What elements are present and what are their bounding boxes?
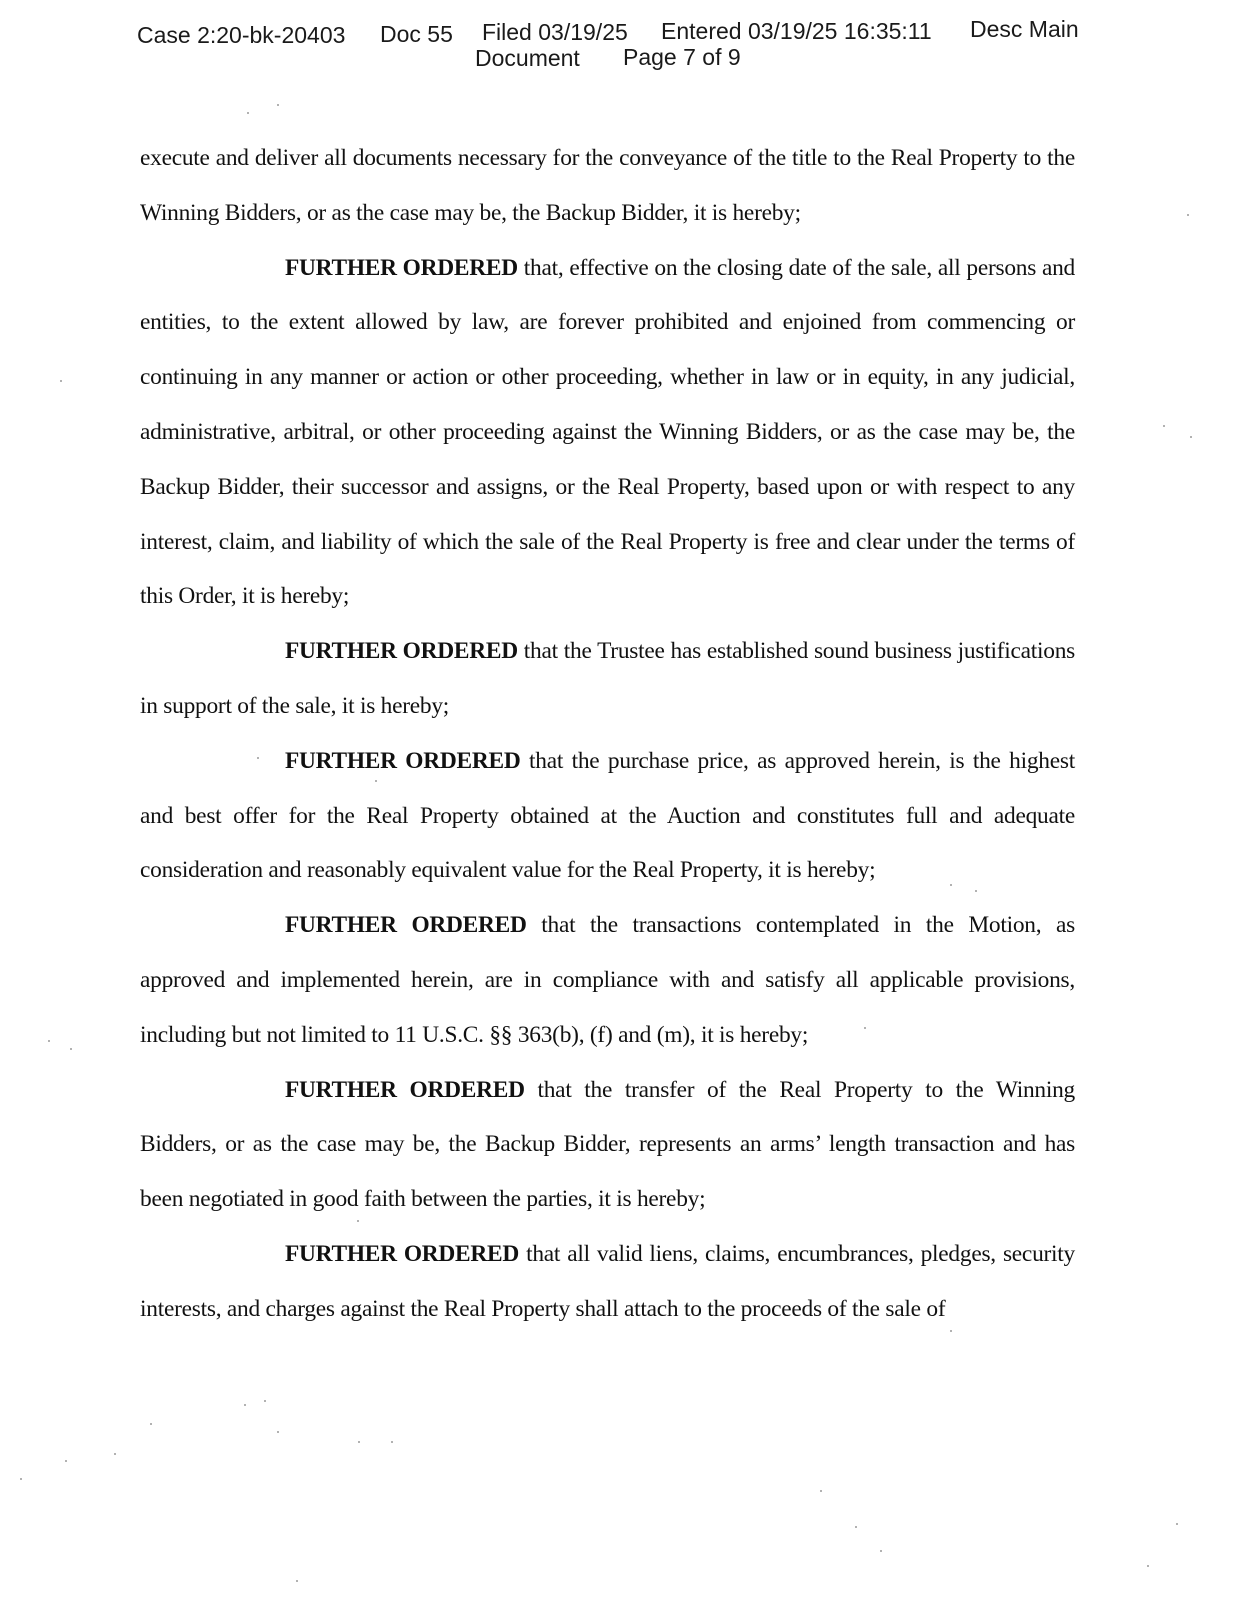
entered-date: Entered 03/19/25 16:35:11 — [661, 18, 932, 44]
scan-speck — [296, 1580, 298, 1582]
scan-speck — [114, 1453, 116, 1455]
paragraph-text: that the Trustee has established sound business justifications in support of the sale, it is hereby; — [140, 638, 1075, 719]
scan-speck — [1190, 436, 1192, 438]
paragraph-lead: FURTHER ORDERED — [285, 747, 521, 774]
document-body — [140, 131, 1075, 1337]
scan-speck — [1176, 1523, 1178, 1525]
scan-speck — [70, 1048, 72, 1050]
scan-speck — [358, 1441, 360, 1443]
paragraph-lead: FURTHER ORDERED — [285, 254, 518, 281]
scan-speck — [864, 1027, 866, 1029]
scan-speck — [950, 1330, 952, 1332]
filed-date: Filed 03/19/25 — [482, 19, 628, 45]
scan-speck — [244, 1404, 246, 1406]
paragraph-text: that, effective on the closing date of the sale, all persons and entities, to the extent allowed by law, are forever prohibited and enjoined from commencing or continuing in any manner or action or other proceeding, whether in law or in equity, in any judicial, administrative, arbitral, or other proceeding against the Winning Bidders, or as the case may be, the Backup Bidder, their successor and assigns, or the Real Property, based upon or with respect to any interest, claim, and liability of which the sale of the Real Property is free and clear under the terms of this Order, it is hereby; — [140, 254, 1075, 610]
paragraph-7 — [140, 1227, 1075, 1337]
paragraph-text: that the transfer of the Real Property to the Winning Bidders, or as the case may be, the Backup Bidder, represents an arms’ length transaction and has been negotiated in good faith between the parties, it is hereby; — [140, 1076, 1075, 1213]
scan-speck — [60, 380, 62, 382]
paragraph-1 — [140, 131, 1075, 241]
scan-speck — [950, 884, 952, 886]
paragraph-text: that all valid liens, claims, encumbrances, pledges, security interests, and charges against the Real Property shall attach to the proceeds of the sale of — [140, 1240, 1075, 1322]
paragraph-lead: FURTHER ORDERED — [285, 638, 518, 665]
page-indicator: Page 7 of 9 — [623, 44, 741, 70]
paragraph-text: execute and deliver all documents necessary for the conveyance of the title to the Real Property to the Winning Bidders, or as the case may be, the Backup Bidder, it is hereby; — [140, 145, 1075, 226]
scan-speck — [277, 104, 279, 106]
paragraph-text: that the transactions contemplated in the Motion, as approved and implemented herein, are in compliance with and satisfy all applicable provisions, including but not limited to 11 U.S.C. §§ 363(b), (f) and (m), it is hereby; — [140, 912, 1075, 1048]
scan-speck — [880, 1550, 882, 1552]
scan-speck — [257, 757, 259, 759]
paragraph-5 — [140, 898, 1075, 1062]
scan-speck — [975, 890, 977, 892]
paragraph-lead: FURTHER ORDERED — [285, 912, 527, 939]
scan-speck — [1163, 425, 1165, 427]
paragraph-6 — [140, 1063, 1075, 1227]
doc-label: Document — [475, 45, 580, 71]
paragraph-lead: FURTHER ORDERED — [285, 1240, 520, 1267]
doc-number: Doc 55 — [380, 21, 453, 47]
paragraph-3 — [140, 624, 1075, 734]
paragraph-text: that the purchase price, as approved herein, is the highest and best offer for the Real Property obtained at the Auction and constitutes full and adequate consideration and reasonably equivalent value for the Real Property, it is hereby; — [140, 747, 1075, 884]
scan-speck — [65, 1460, 67, 1462]
doc-description: Desc Main — [970, 16, 1079, 42]
paragraph-4 — [140, 734, 1075, 898]
scan-speck — [20, 1478, 22, 1480]
scan-speck — [375, 780, 377, 782]
scan-speck — [150, 1423, 152, 1425]
scan-speck — [855, 1526, 857, 1528]
scan-speck — [264, 1400, 266, 1402]
scan-speck — [1187, 214, 1189, 216]
scan-speck — [277, 1431, 279, 1433]
scan-speck — [48, 1040, 50, 1042]
scan-speck — [820, 1490, 822, 1492]
scan-speck — [1147, 1565, 1149, 1567]
scan-speck — [391, 1441, 393, 1443]
paragraph-lead: FURTHER ORDERED — [285, 1076, 525, 1103]
paragraph-2 — [140, 241, 1075, 625]
scan-speck — [247, 112, 249, 114]
scan-speck — [357, 1220, 359, 1222]
case-number: Case 2:20-bk-20403 — [137, 22, 346, 48]
